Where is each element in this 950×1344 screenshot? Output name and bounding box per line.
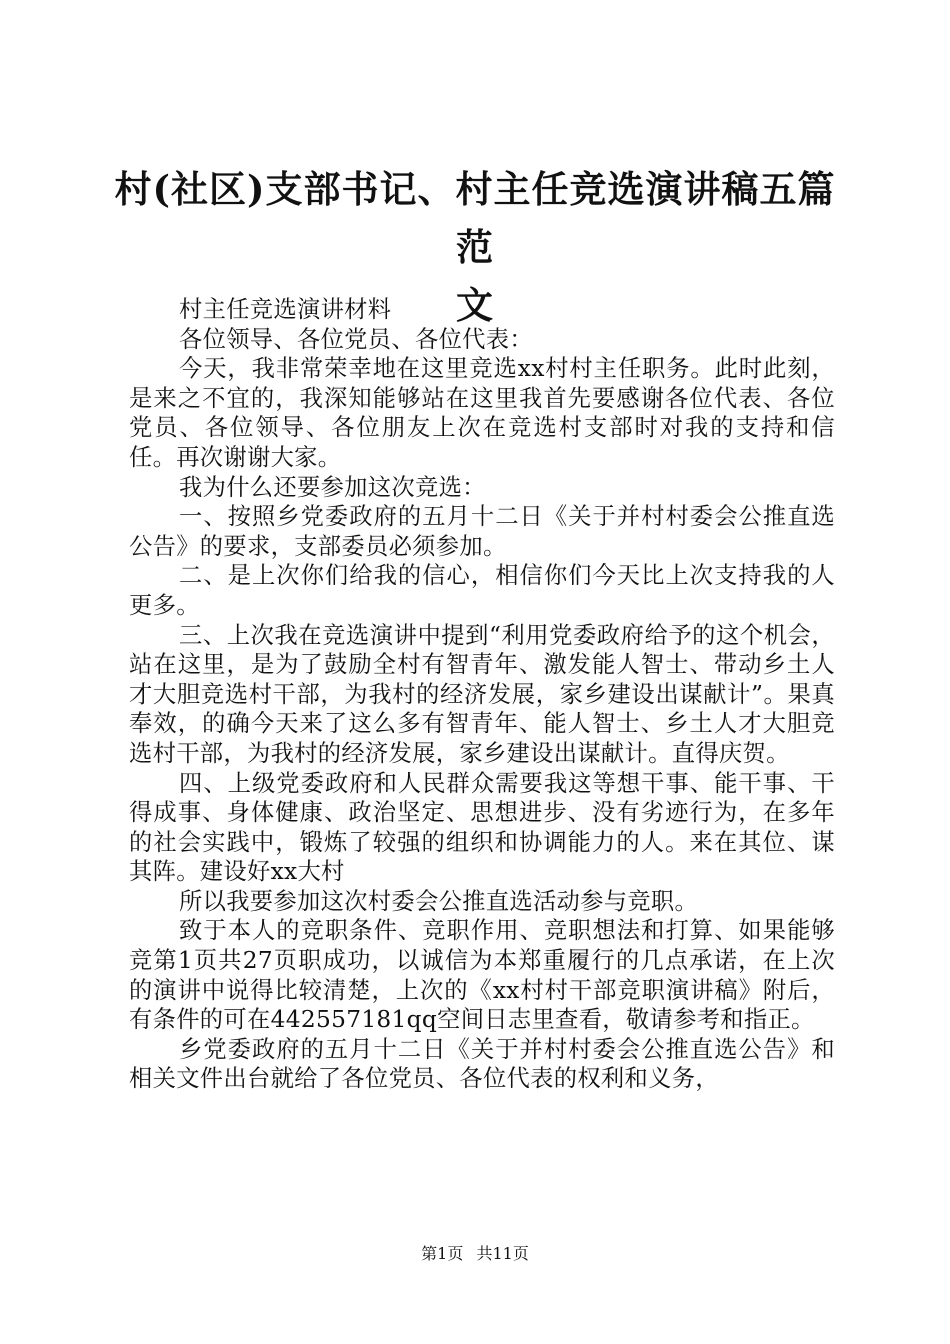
paragraph-reason-4: 四、上级党委政府和人民群众需要我这等想干事、能干事、干得成事、身体健康、政治坚定、思想进步、没有劣迹行为，在多年的社会实践中，锻炼了较强的组织和协调能力的人。来在其位、谋其阵。建设好xx大村 [129, 769, 835, 886]
paragraph-conclusion: 所以我要参加这次村委会公推直选活动参与竞职。 [179, 887, 699, 915]
paragraph-reason-3: 三、上次我在竞选演讲中提到“利用党委政府给予的这个机会，站在这里，是为了鼓励全村有智青年、激发能人智士、带动乡土人才大胆竞选村干部，为我村的经济发展，家乡建设出谋献计”。果真奉效，的确今天来了这么多有智青年、能人智士、乡土人才大胆竞选村干部，为我村的经济发展，家乡建设出谋献计。直得庆贺。 [129, 621, 835, 767]
title-line-1: 村(社区)支部书记、村主任竞选演讲稿五篇范 [114, 167, 836, 269]
page-number-current: 第1页 [421, 1244, 464, 1263]
paragraph-reason-2: 二、是上次你们给我的信心，相信你们今天比上次支持我的人更多。 [129, 562, 835, 619]
paragraph-conditions: 致于本人的竞职条件、竞职作用、竞职想法和打算、如果能够竞第1页共27页职成功，以诚信为本郑重履行的几点承诺，在上次的演讲中说得比较清楚，上次的《xx村村干部竞职演讲稿》附后，有条件的可在442557181qq空间日志里查看，敬请参考和指正。 [129, 917, 835, 1034]
paragraph-salutation: 各位领导、各位党员、各位代表： [179, 325, 533, 353]
paragraph-question: 我为什么还要参加这次竞选： [179, 473, 486, 501]
page-number-total: 共11页 [476, 1244, 529, 1263]
paragraph-heading: 村主任竞选演讲材料 [179, 296, 392, 323]
paragraph-intro: 今天，我非常荣幸地在这里竞选xx村村主任职务。此时此刻，是来之不宜的，我深知能够站在这里我首先要感谢各位代表、各位党员、各位领导、各位朋友上次在竞选村支部时对我的支持和信任。再次谢谢大家。 [129, 355, 835, 471]
paragraph-reason-1: 一、按照乡党委政府的五月十二日《关于并村村委会公推直选公告》的要求，支部委员必须参加。 [129, 503, 835, 560]
paragraph-announcement: 乡党委政府的五月十二日《关于并村村委会公推直选公告》和相关文件出台就给了各位党员、各位代表的权利和义务， [129, 1035, 835, 1093]
title-line-2: 文 [456, 283, 494, 327]
document-body [129, 295, 835, 1094]
page-footer [0, 1244, 950, 1264]
